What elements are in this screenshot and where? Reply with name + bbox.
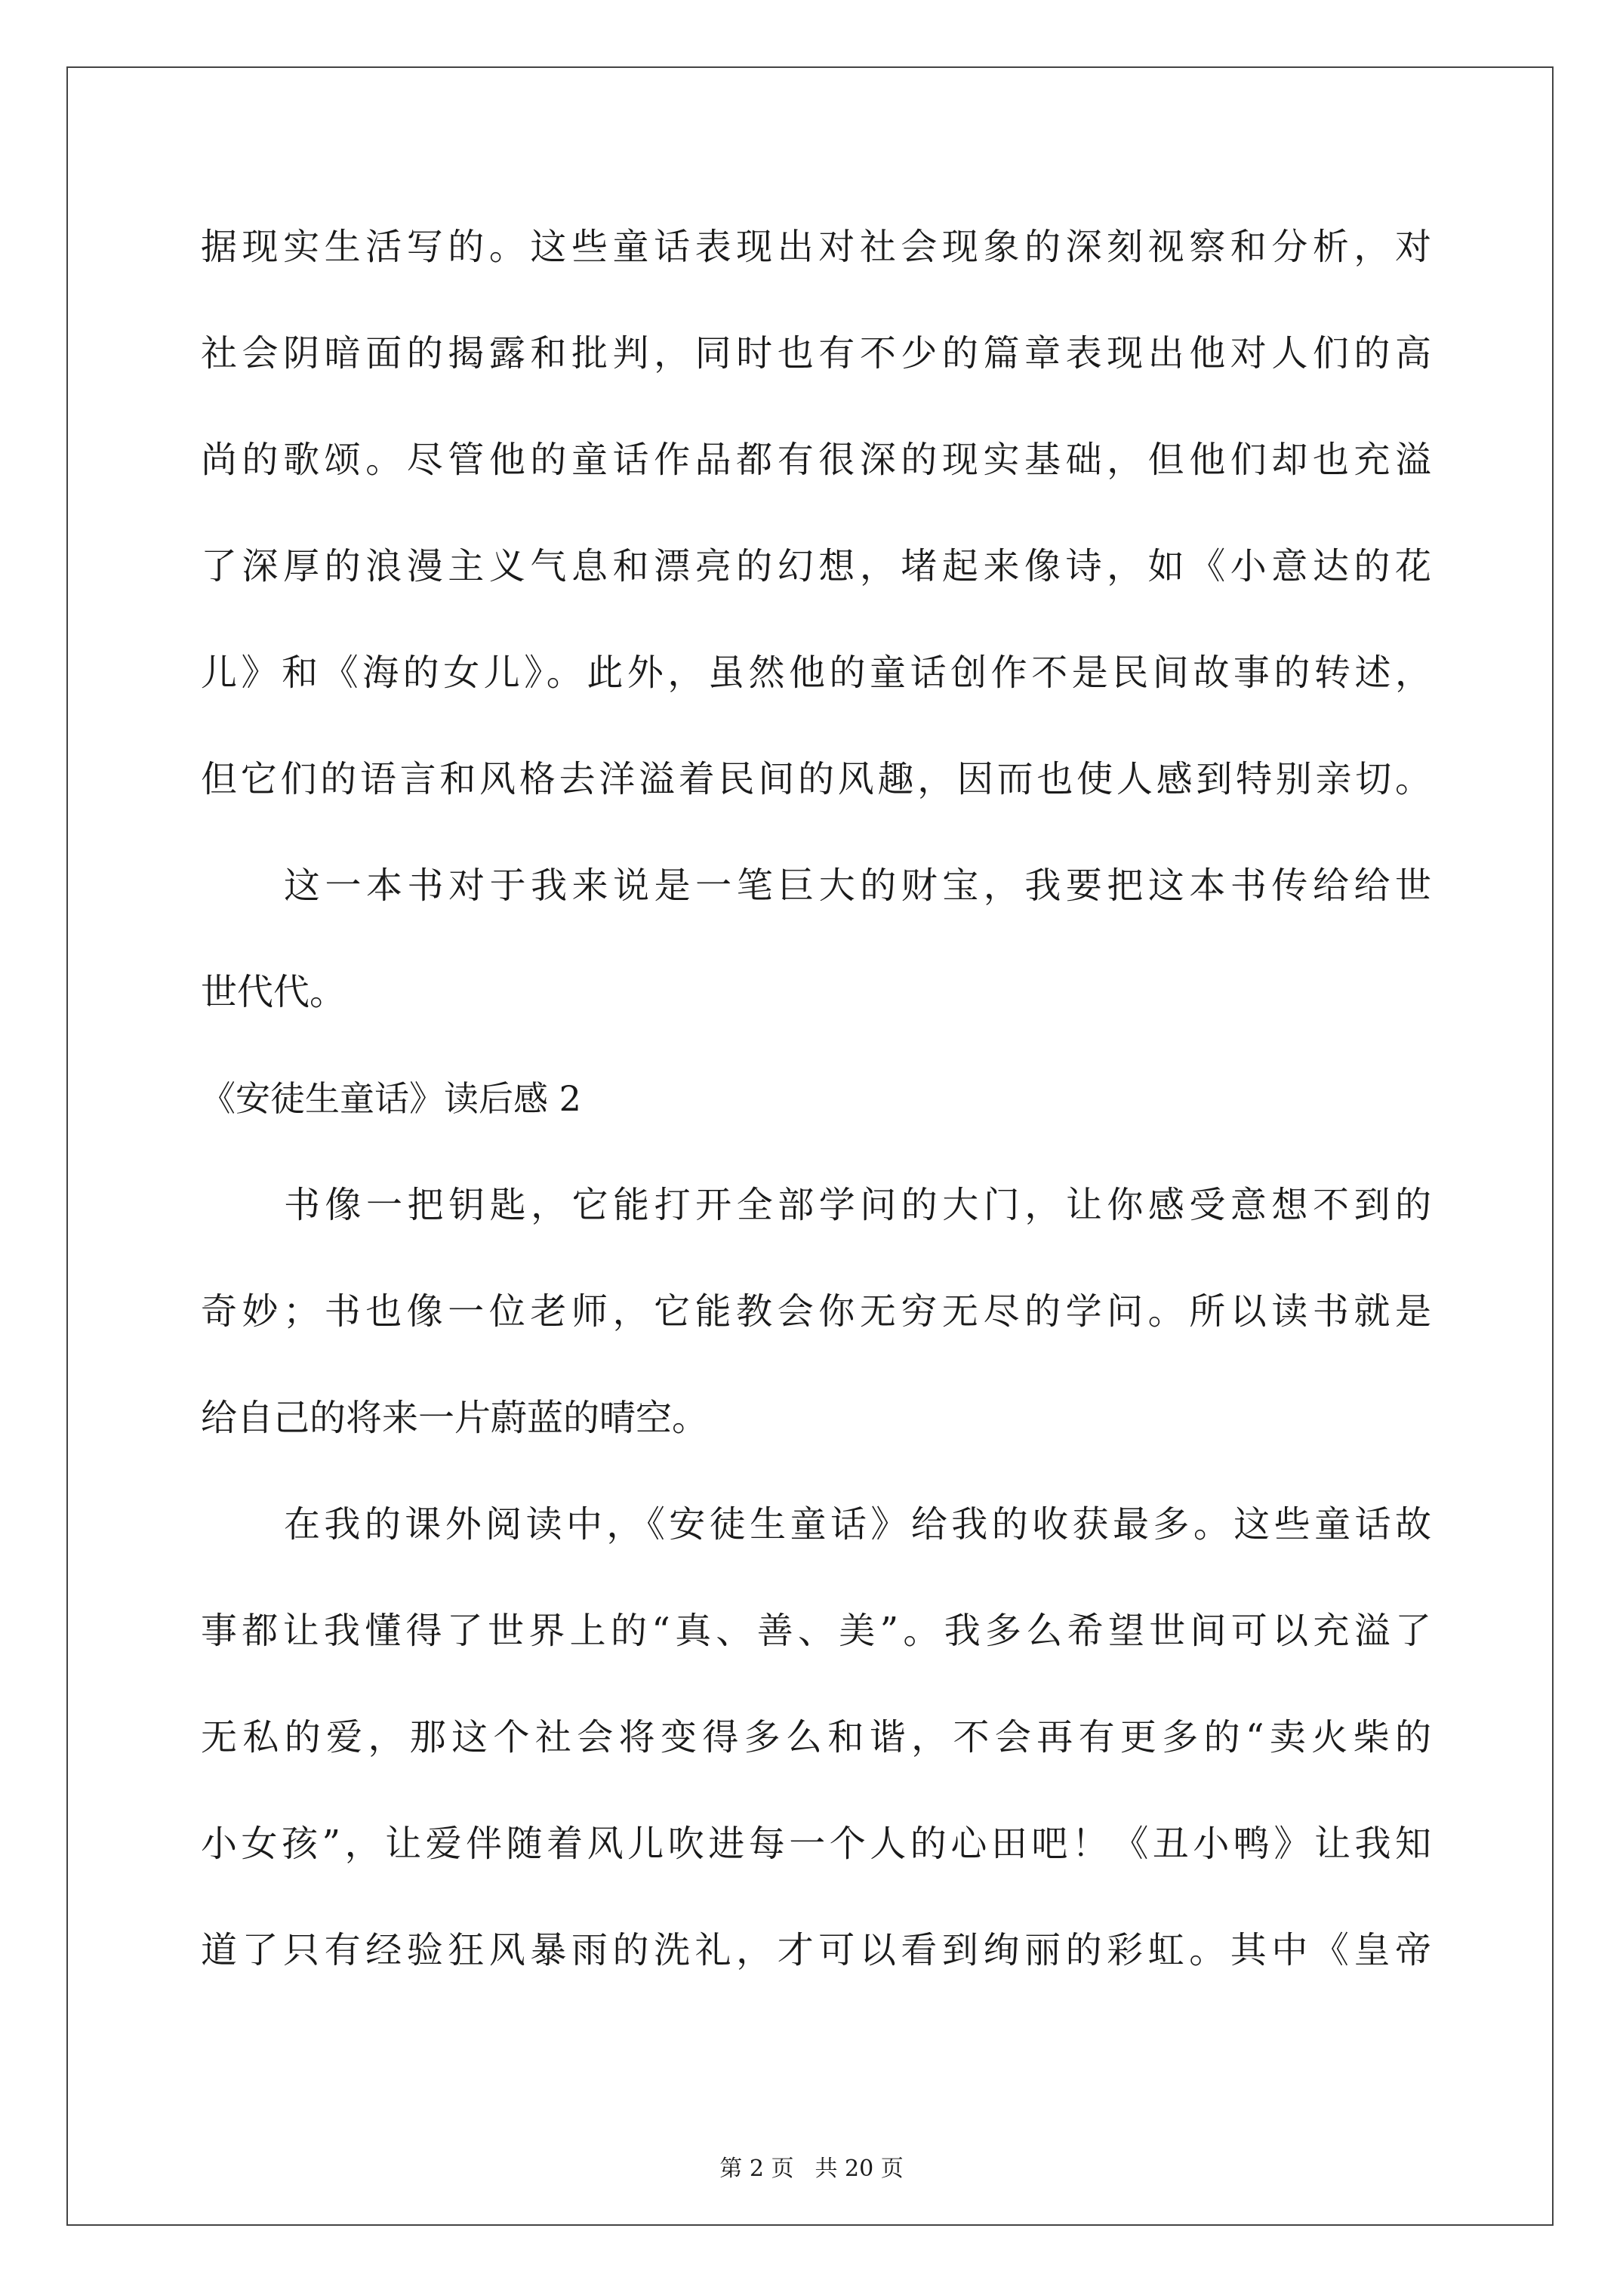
text-line: 社会阴暗面的揭露和批判，同时也有不少的篇章表现出他对人们的高: [201, 332, 1431, 374]
text-line: 无私的爱，那这个社会将变得多么和谐，不会再有更多的“卖火柴的: [201, 1716, 1431, 1758]
text-line: 小女孩”，让爱伴随着风儿吹进每一个人的心田吧！《丑小鸭》让我知: [201, 1823, 1431, 1865]
text-line: 道了只有经验狂风暴雨的洗礼，才可以看到绚丽的彩虹。其中《皇帝: [201, 1929, 1431, 1971]
text-line: 据现实生活写的。这些童话表现出对社会现象的深刻视察和分析，对: [201, 226, 1431, 268]
page-border: [66, 66, 1554, 2226]
page-footer: [0, 2154, 1623, 2184]
text-line: 在我的课外阅读中，《安徒生童话》给我的收获最多。这些童话故: [284, 1503, 1431, 1546]
text-line: 尚的歌颂。尽管他的童话作品都有很深的现实基础，但他们却也充溢: [201, 439, 1431, 481]
text-line: 世代代。: [201, 971, 346, 1013]
text-line: 奇妙；书也像一位老师，它能教会你无穷无尽的学问。所以读书就是: [201, 1290, 1431, 1333]
text-line: 事都让我懂得了世界上的“真、善、美”。我多么希望世间可以充溢了: [201, 1610, 1431, 1652]
page-number: 第 2 页: [719, 2156, 794, 2182]
text-line: 儿》和《海的女儿》。此外，虽然他的童话创作不是民间故事的转述，: [201, 652, 1431, 694]
section-heading: 《安徒生童话》读后感 2: [201, 1078, 581, 1119]
text-line: 书像一把钥匙，它能打开全部学问的大门，让你感受意想不到的: [284, 1184, 1431, 1226]
page-total: 共 20 页: [815, 2156, 904, 2182]
text-line: 了深厚的浪漫主义气息和漂亮的幻想，堵起来像诗，如《小意达的花: [201, 545, 1431, 587]
text-line: 给自己的将来一片蔚蓝的晴空。: [201, 1397, 709, 1439]
text-line: 这一本书对于我来说是一笔巨大的财宝，我要把这本书传给给世: [284, 864, 1431, 907]
text-line: 但它们的语言和风格去洋溢着民间的风趣，因而也使人感到特别亲切。: [201, 758, 1431, 800]
